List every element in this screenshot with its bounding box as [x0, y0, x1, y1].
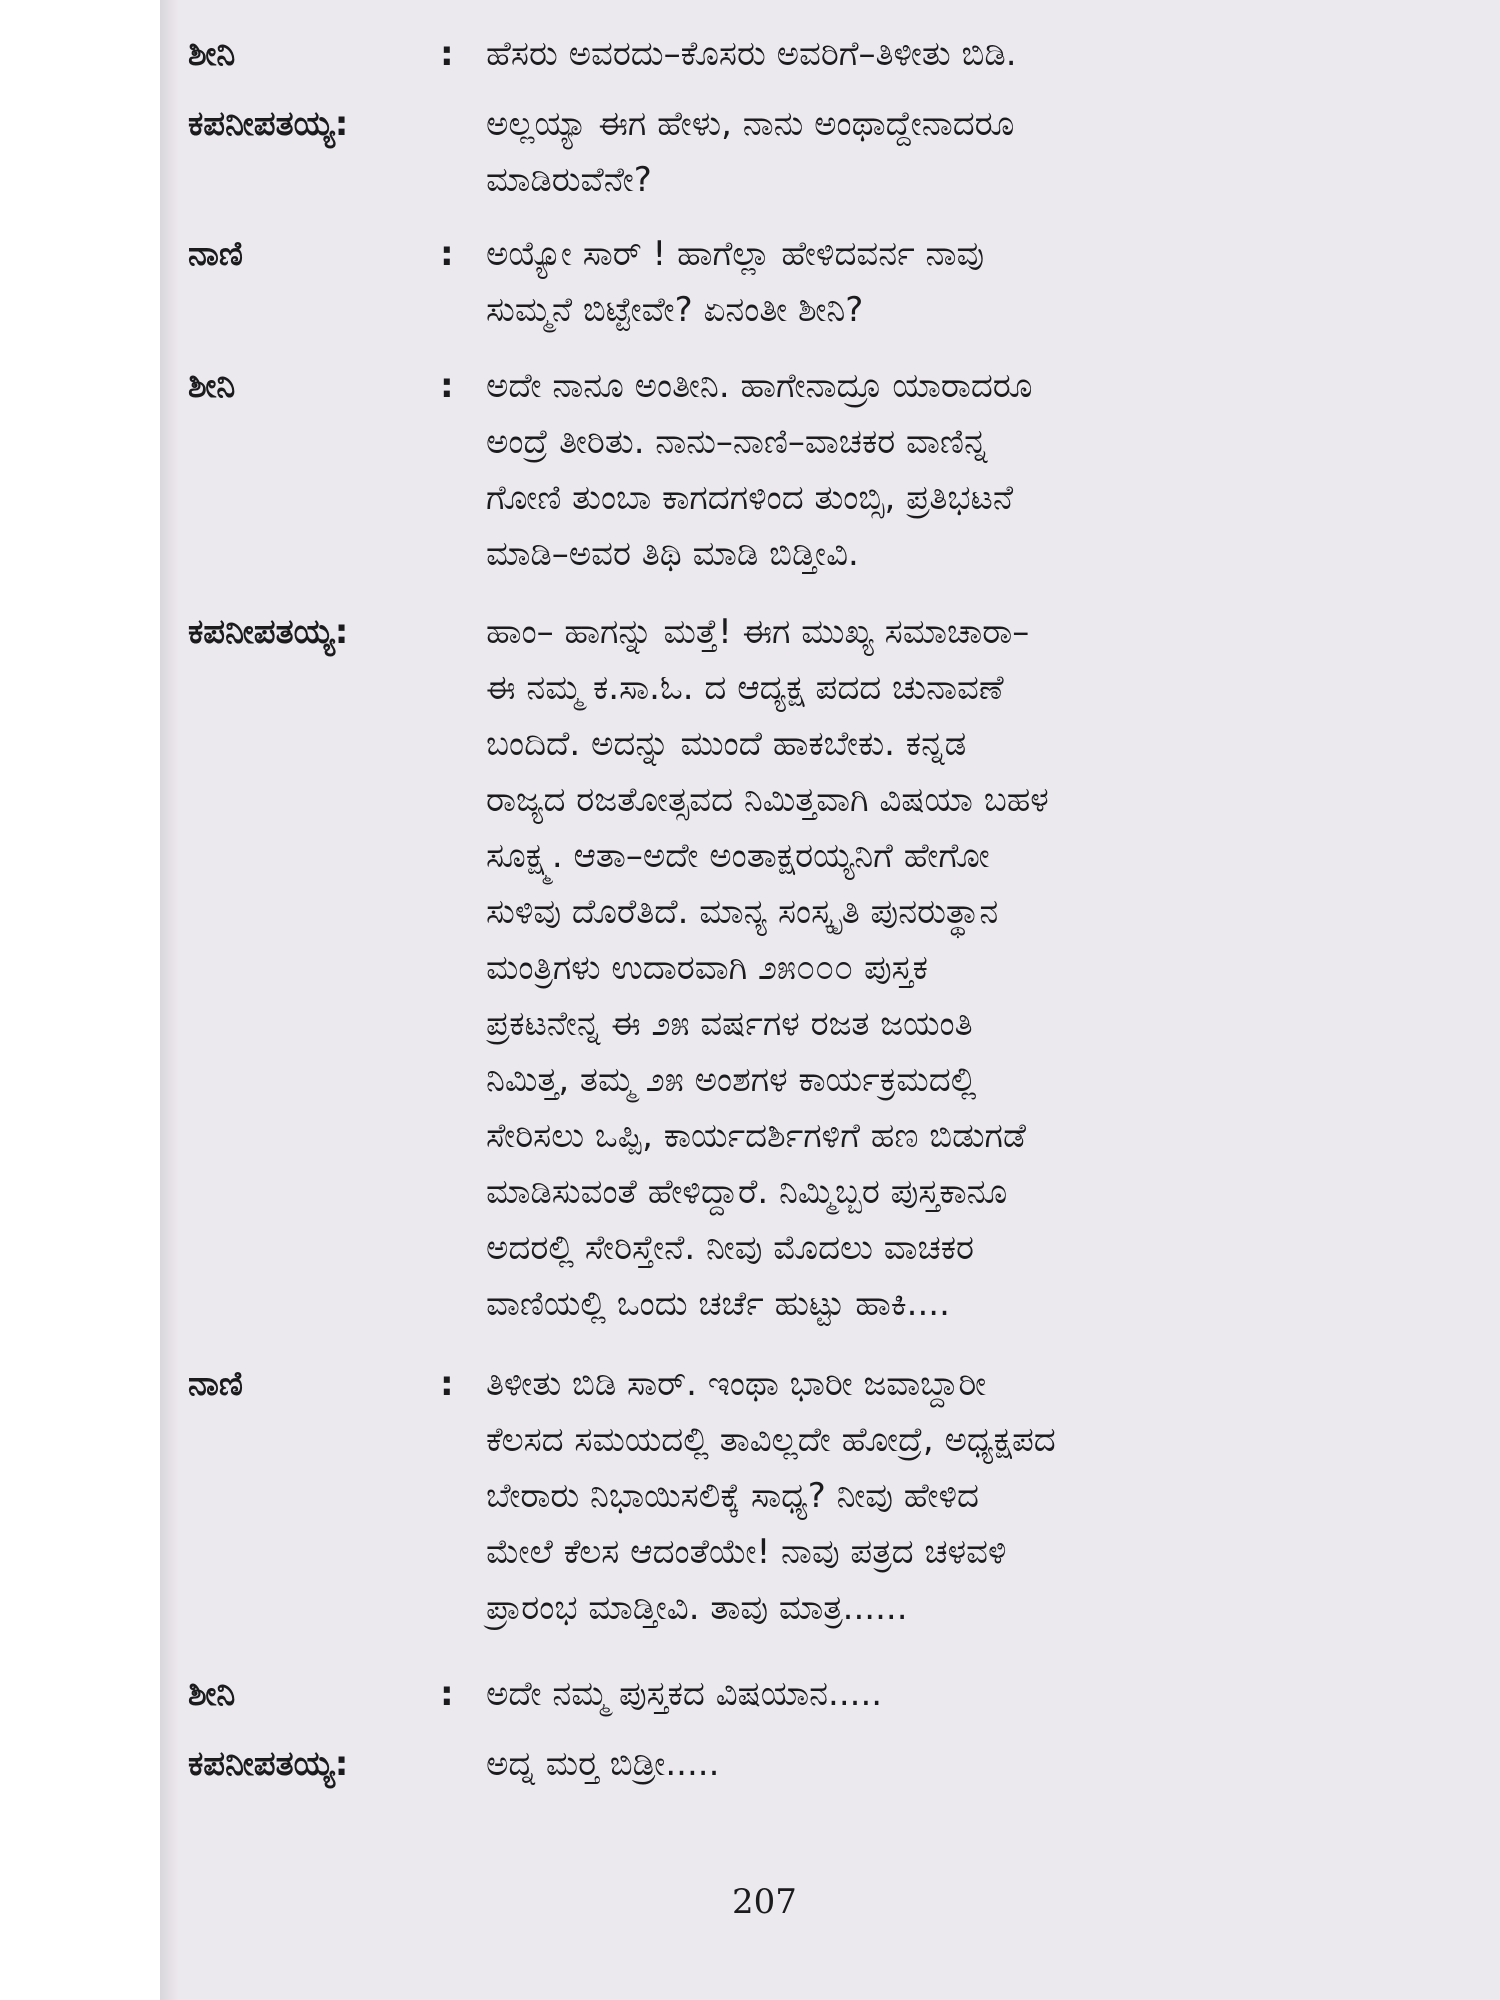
speech-line: ಅಲ್ಲಯ್ಯಾ ಈಗ ಹೇಳು, ನಾನು ಅಂಥಾದ್ದೇನಾದರೂ [486, 104, 1015, 144]
speech-line: ಈ ನಮ್ಮ ಕ.ಸಾ.ಓ. ದ ಆದ್ಯಕ್ಷ ಪದದ ಚುನಾವಣೆ [486, 668, 1004, 708]
dialogue-entry [188, 26, 1338, 82]
speaker-name: ಶೀನಿ [188, 366, 236, 406]
dialogue-entry [188, 1736, 1338, 1792]
speech-text [486, 226, 1338, 338]
speech-line: ಸುಳಿವು ದೊರೆತಿದೆ. ಮಾನ್ಯ ಸಂಸ್ಕೃತಿ ಪುನರುತ್ಥಾನ [486, 892, 999, 932]
dialogue-entry [188, 358, 1338, 582]
speech-text [486, 1666, 1338, 1722]
dialogue-entry [188, 1356, 1338, 1636]
speech-line: ಅಯ್ಯೋ ಸಾರ್ ! ಹಾಗೆಲ್ಲಾ ಹೇಳಿದವರ್ನ ನಾವು [486, 234, 985, 274]
speaker-colon: : [440, 34, 454, 74]
dialogue-entry [188, 604, 1338, 1332]
speaker-colon: : [440, 1674, 454, 1714]
speech-line: ಕೆಲಸದ ಸಮಯದಲ್ಲಿ ತಾವಿಲ್ಲದೇ ಹೋದ್ರೆ, ಅಧ್ಯಕ್ಷಪದ [486, 1420, 1056, 1460]
page-number: 207 [732, 1882, 797, 1922]
speech-line: ಅದ್ನ ಮರ್‍ತ ಬಿಡ್ರೀ..... [486, 1744, 720, 1784]
speaker-colon: : [440, 1364, 454, 1404]
speech-line: ಮಾಡಿರುವೆನೇ? [486, 160, 652, 200]
speech-line: ನಿಮಿತ್ತ, ತಮ್ಮ ೨೫ ಅಂಶಗಳ ಕಾರ್ಯಕ್ರಮದಲ್ಲಿ [486, 1060, 977, 1100]
speaker-name: ಶೀನಿ [188, 1674, 236, 1714]
speech-line: ಗೋಣಿ ತುಂಬಾ ಕಾಗದಗಳಿಂದ ತುಂಬ್ಸಿ, ಪ್ರತಿಭಟನೆ [486, 478, 1014, 518]
speech-line: ಪ್ರಕಟನೇನ್ನ ಈ ೨೫ ವರ್ಷಗಳ ರಜತ ಜಯಂತಿ [486, 1004, 973, 1044]
speaker-name: ಕಪನೀಪತಯ್ಯ: [188, 104, 349, 144]
dialogue-entry [188, 1666, 1338, 1722]
speech-line: ಪ್ರಾರಂಭ ಮಾಡ್ತೀವಿ. ತಾವು ಮಾತ್ರ...... [486, 1588, 908, 1628]
speech-text [486, 358, 1338, 582]
speaker-name: ಕಪನೀಪತಯ್ಯ: [188, 612, 349, 652]
speech-text [486, 96, 1338, 208]
speech-line: ತಿಳೀತು ಬಿಡಿ ಸಾರ್. ಇಂಥಾ ಭಾರೀ ಜವಾಬ್ದಾರೀ [486, 1364, 987, 1404]
dialogue-block [188, 26, 1338, 1792]
speech-line: ಹೆಸರು ಅವರದು–ಕೊಸರು ಅವರಿಗೆ–ತಿಳೀತು ಬಿಡಿ. [486, 34, 1017, 74]
speech-text [486, 604, 1338, 1332]
speech-line: ರಾಜ್ಯದ ರಜತೋತ್ಸವದ ನಿಮಿತ್ತವಾಗಿ ವಿಷಯಾ ಬಹಳ [486, 780, 1049, 820]
speech-line: ಬೇರಾರು ನಿಭಾಯಿಸಲಿಕ್ಕೆ ಸಾಧ್ಯ? ನೀವು ಹೇಳಿದ [486, 1476, 980, 1516]
speaker-name: ನಾಣಿ [188, 1364, 243, 1404]
speaker-name: ನಾಣಿ [188, 234, 243, 274]
speech-line: ಅಂದ್ರೆ ತೀರಿತು. ನಾನು–ನಾಣಿ–ವಾಚಕರ ವಾಣಿನ್ನ [486, 422, 988, 462]
speech-line: ಸುಮ್ಮನೆ ಬಿಟ್ಟೇವೇ? ಏನಂತೀ ಶೀನಿ? [486, 290, 864, 330]
speech-line: ಮಂತ್ರಿಗಳು ಉದಾರವಾಗಿ ೨೫೦೦೦ ಪುಸ್ತಕ [486, 948, 928, 988]
speech-line: ಸೂಕ್ಷ್ಮ. ಆತಾ–ಅದೇ ಅಂತಾಕ್ಷರಯ್ಯನಿಗೆ ಹೇಗೋ [486, 836, 990, 876]
speech-line: ಅದೇ ನಾನೂ ಅಂತೀನಿ. ಹಾಗೇನಾದ್ರೂ ಯಾರಾದರೂ [486, 366, 1033, 406]
speech-line: ಅದರಲ್ಲಿ ಸೇರಿಸ್ತೇನೆ. ನೀವು ಮೊದಲು ವಾಚಕರ [486, 1228, 975, 1268]
speech-text [486, 1356, 1338, 1636]
speaker-name: ಶೀನಿ [188, 34, 236, 74]
speech-line: ಹಾಂ– ಹಾಗನ್ನು ಮತ್ತೆ! ಈಗ ಮುಖ್ಯ ಸಮಾಚಾರಾ– [486, 612, 1030, 652]
speech-line: ಸೇರಿಸಲು ಒಪ್ಪಿ, ಕಾರ್ಯದರ್ಶಿಗಳಿಗೆ ಹಣ ಬಿಡುಗಡೆ [486, 1116, 1026, 1156]
dialogue-entry [188, 226, 1338, 338]
dialogue-entry [188, 96, 1338, 208]
speech-line: ಮಾಡಿಸುವಂತೆ ಹೇಳಿದ್ದಾರೆ. ನಿಮ್ಮಿಬ್ಬರ ಪುಸ್ತಕಾನೂ [486, 1172, 1008, 1212]
speech-line: ವಾಣಿಯಲ್ಲಿ ಒಂದು ಚರ್ಚೆ ಹುಟ್ಟು ಹಾಕಿ.... [486, 1284, 950, 1324]
page-gutter-shadow [160, 0, 178, 2000]
speaker-name: ಕಪನೀಪತಯ್ಯ: [188, 1744, 349, 1784]
speech-text [486, 1736, 1338, 1792]
speaker-colon: : [440, 234, 454, 274]
speech-text [486, 26, 1338, 82]
speech-line: ಅದೇ ನಮ್ಮ ಪುಸ್ತಕದ ವಿಷಯಾನ..... [486, 1674, 883, 1714]
speech-line: ಮೇಲೆ ಕೆಲಸ ಆದಂತೆಯೇ! ನಾವು ಪತ್ರದ ಚಳವಳಿ [486, 1532, 1007, 1572]
speaker-colon: : [440, 366, 454, 406]
speech-line: ಮಾಡಿ–ಅವರ ತಿಥಿ ಮಾಡಿ ಬಿಡ್ತೀವಿ. [486, 534, 859, 574]
speech-line: ಬಂದಿದೆ. ಅದನ್ನು ಮುಂದೆ ಹಾಕಬೇಕು. ಕನ್ನಡ [486, 724, 967, 764]
